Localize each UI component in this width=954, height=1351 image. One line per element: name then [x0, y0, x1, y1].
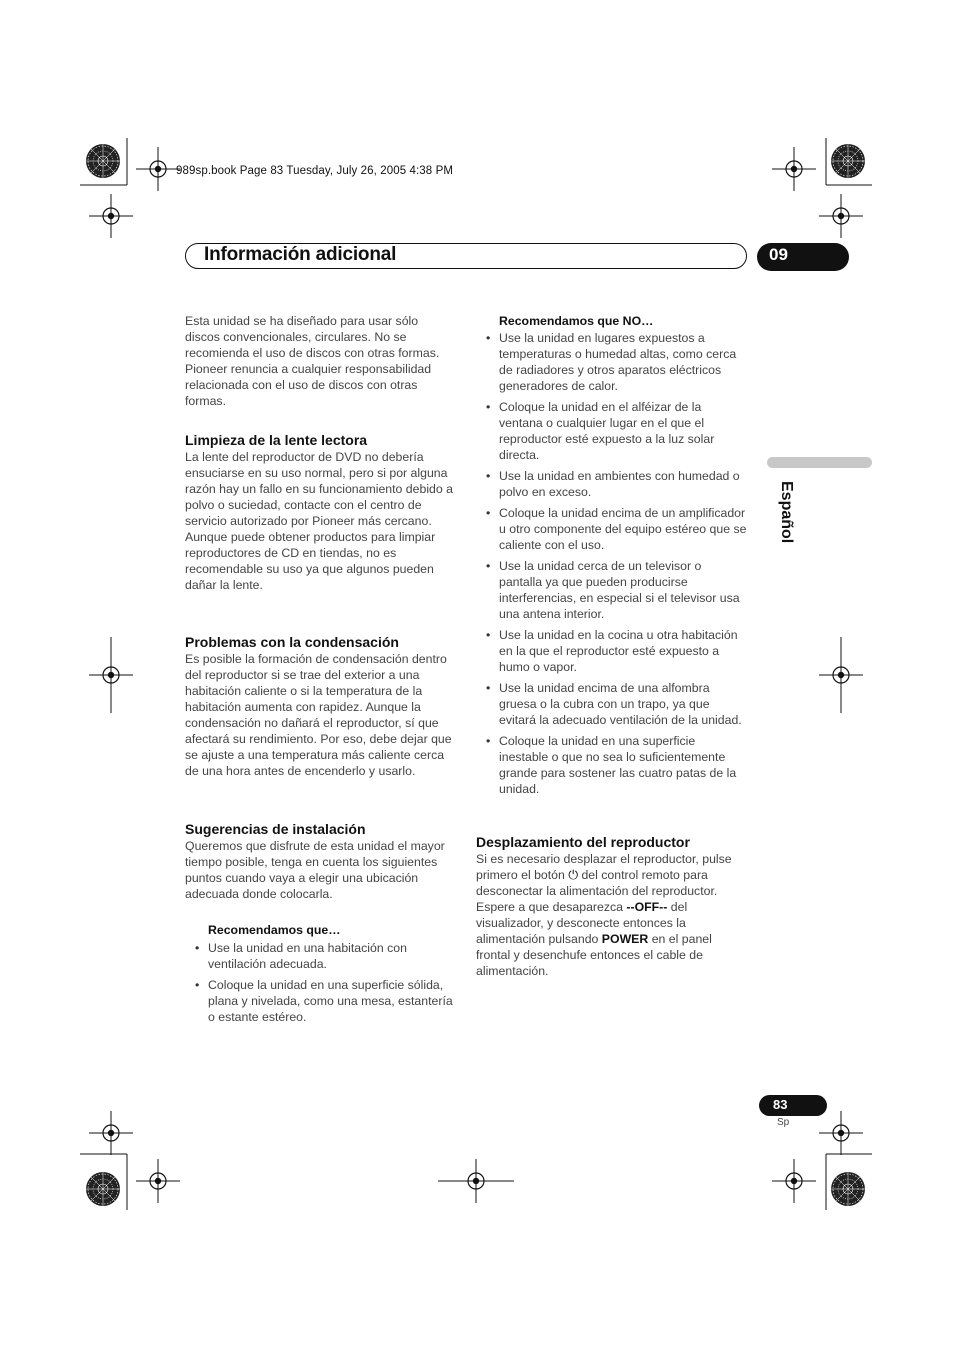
- list-item: • Coloque la unidad en una superficie inestable o que no sea lo suficientemente grande para sostener las cuatro patas de la unidad.: [499, 733, 747, 797]
- lens-heading: Limpieza de la lente lectora: [185, 432, 368, 448]
- install-heading: Sugerencias de instalación: [185, 821, 366, 837]
- install-paragraph: Queremos que disfrute de esta unidad el mayor tiempo posible, tenga en cuenta los siguientes puntos cuando vaya a elegir una ubicación adecuada donde colocarla.: [185, 839, 445, 901]
- condensation-paragraph: Es posible la formación de condensación dentro del reproductor si se trae del exterior a una habitación caliente o si la temperatura de la habitación aumenta con rapidez. Aunque la condensación no dañará el reproductor, sí que afectará su rendimiento. Por eso, debe dejar que se ajuste a una temperatura más caliente cerca de una hora antes de encenderlo y usarlo.: [185, 652, 452, 778]
- page-language-code: Sp: [777, 1117, 790, 1128]
- list-item: • Use la unidad en ambientes con humedad o polvo en exceso.: [499, 468, 747, 500]
- page-number: 83: [773, 1097, 788, 1112]
- left-intro: [185, 313, 453, 409]
- power-icon: ⏻: [568, 868, 579, 882]
- language-tab-label: [765, 481, 809, 571]
- moving-section: [476, 833, 746, 979]
- list-item: • Use la unidad en una habitación con ventilación adecuada.: [208, 940, 456, 972]
- power-label: POWER: [601, 932, 649, 946]
- list-item: • Coloque la unidad encima de un amplificador u otro componente del equipo estéreo que se caliente con el uso.: [499, 505, 747, 553]
- book-info-line: 989sp.book Page 83 Tuesday, July 26, 2005 4:38 PM: [176, 165, 454, 177]
- install-section: [185, 820, 453, 902]
- condensation-heading: Problemas con la condensación: [185, 634, 399, 650]
- page-title: Información adicional: [204, 244, 397, 265]
- moving-text-2: del control remoto para desconectar la alimentación del reproductor. Espere a que desaparezca: [476, 868, 718, 914]
- not-recommend-section: [499, 313, 747, 797]
- chapter-number: 09: [769, 245, 788, 264]
- moving-text-3: del visualizador, y desconecte entonces la alimentación pulsando: [476, 900, 688, 946]
- not-recommend-list: [499, 330, 747, 797]
- not-recommend-heading: Recomendamos que NO…: [499, 314, 654, 328]
- recommend-list: [208, 940, 456, 1025]
- language-label-text: Español: [778, 481, 795, 544]
- list-item: • Coloque la unidad en una superficie sólida, plana y nivelada, como una mesa, estantería o estante estéreo.: [208, 977, 456, 1025]
- list-item: • Use la unidad en lugares expuestos a temperaturas o humedad altas, como cerca de radiadores y otros aparatos eléctricos generadores de calor.: [499, 330, 747, 394]
- page-number-badge: [759, 1095, 827, 1116]
- list-item: • Use la unidad encima de una alfombra gruesa o la cubra con un trapo, ya que evitará la adecuado ventilación de la unidad.: [499, 680, 747, 728]
- lens-paragraph: La lente del reproductor de DVD no debería ensuciarse en su uso normal, pero si por alguna razón hay un fallo en su funcionamiento debido a polvo o suciedad, contacte con el centro de servicio autorizado por Pioneer más cercano. Aunque puede obtener productos para limpiar reproductores de CD en tiendas, no es recomendable su uso ya que algunos pueden dañar la lente.: [185, 450, 453, 592]
- language-tab-bar: [767, 457, 872, 468]
- list-item: • Coloque la unidad en el alféizar de la ventana o cualquier lugar en el que el reproductor esté expuesto a la luz solar directa.: [499, 399, 747, 463]
- moving-paragraph: [476, 851, 746, 979]
- lens-section: [185, 431, 455, 593]
- list-item: • Use la unidad cerca de un televisor o pantalla ya que pueden producirse interferencias, en especial si el televisor usa una antena interior.: [499, 558, 747, 622]
- moving-heading: Desplazamiento del reproductor: [476, 834, 690, 850]
- moving-text-1: Si es necesario desplazar el reproductor, pulse primero el botón: [476, 852, 732, 882]
- condensation-section: [185, 633, 455, 779]
- recommend-heading: Recomendamos que…: [208, 923, 341, 937]
- off-indicator: --OFF--: [626, 900, 668, 914]
- intro-paragraph: Esta unidad se ha diseñado para usar sólo discos convencionales, circulares. No se recomienda el uso de discos con otras formas. Pioneer renuncia a cualquier responsabilidad relacionada con el uso de discos con otras formas.: [185, 314, 440, 408]
- recommend-section: [208, 922, 456, 1025]
- list-item: • Use la unidad en la cocina u otra habitación en la que el reproductor esté expuesto a humo o vapor.: [499, 627, 747, 675]
- moving-text-4: en el panel frontal y desenchufe entonces el cable de alimentación.: [476, 932, 712, 978]
